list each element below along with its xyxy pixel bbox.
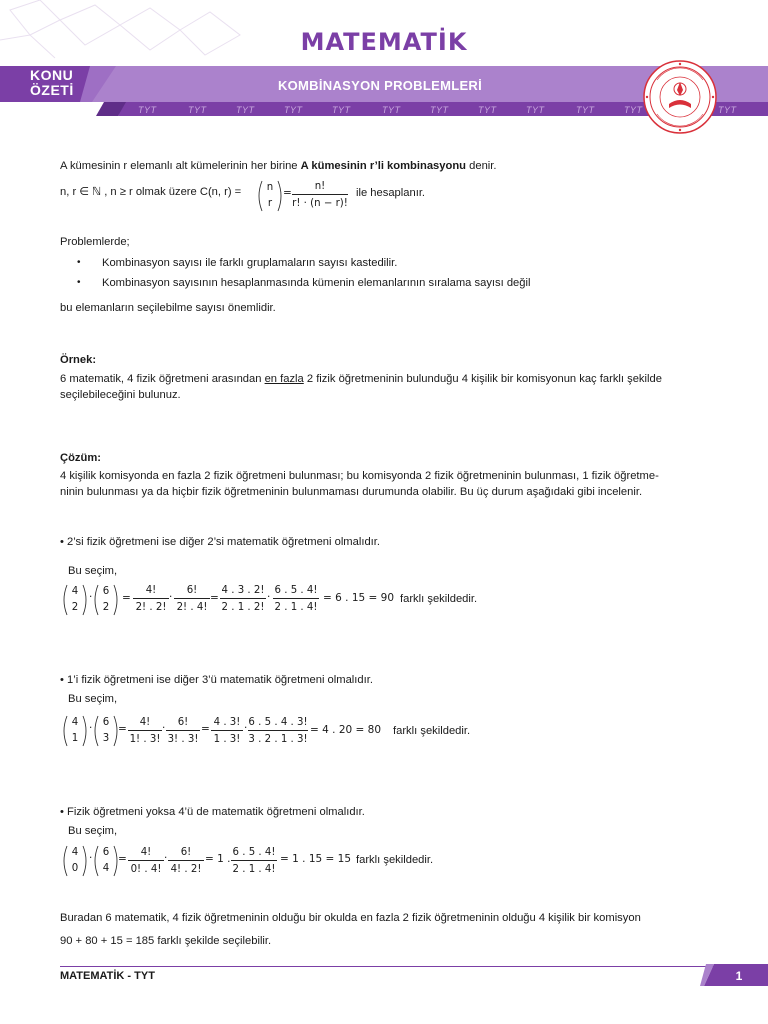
conclusion-line-2: 90 + 80 + 15 = 185 farklı şekilde seçilebilir. — [60, 935, 272, 947]
binomial-bottom: 1 — [71, 733, 79, 744]
definition-term: A kümesinin r’li kombinasyonu — [300, 160, 467, 172]
subject-title: MATEMATİK — [300, 28, 468, 56]
binomial-top: 4 — [71, 847, 79, 858]
binomial-bottom: r — [267, 198, 273, 209]
case-tail: farklı şekildedir. — [356, 854, 434, 866]
fraction — [174, 584, 210, 614]
example-heading — [60, 353, 96, 368]
case-lead: Bu seçim, — [68, 825, 118, 837]
equals-sign: = — [283, 187, 292, 199]
example-text-line-1 — [60, 372, 662, 387]
tyt-watermark: TYT — [624, 105, 643, 115]
page-number: 1 — [735, 969, 743, 983]
fraction — [273, 584, 319, 614]
binomial-top: 4 — [71, 717, 79, 728]
bullet-marker: • — [77, 277, 81, 288]
fraction — [133, 584, 169, 614]
badge-line-2: ÖZETİ — [30, 82, 74, 98]
binomial — [93, 584, 119, 616]
topic-title: KOMBİNASYON PROBLEMLERİ — [277, 78, 483, 93]
tyt-watermark: TYT — [718, 105, 737, 115]
case-result: = 4 . 20 = 80 — [310, 724, 382, 736]
case-result: = 1 . 15 = 15 — [280, 853, 352, 865]
fraction-denominator: r! · (n − r)! — [292, 198, 348, 209]
fraction-numerator: n! — [292, 180, 348, 195]
fraction-denominator: 2! . 2! — [135, 602, 167, 613]
binomial — [62, 845, 88, 877]
fraction — [166, 716, 200, 746]
binomial-top: 6 — [102, 586, 110, 597]
fraction-numerator: 6 . 5 . 4! — [273, 584, 319, 599]
problems-item: Kombinasyon sayısının hesaplanmasında kümenin elemanlarının sıralama sayısı değil — [102, 277, 531, 289]
tyt-watermark: TYT — [576, 105, 595, 115]
binomial-top: 6 — [102, 847, 110, 858]
fraction-numerator: 6! — [168, 846, 204, 861]
tyt-watermark: TYT — [382, 105, 401, 115]
multiply-dot: · — [89, 591, 93, 603]
footer-label: MATEMATİK - TYT — [60, 970, 155, 982]
tyt-watermark: TYT — [526, 105, 545, 115]
tyt-watermark: TYT — [188, 105, 207, 115]
fraction-numerator: 6 . 5 . 4 . 3! — [248, 716, 308, 731]
fraction — [248, 716, 308, 746]
binomial — [93, 715, 119, 747]
tyt-watermark: TYT — [138, 105, 157, 115]
case-result: = 6 . 15 = 90 — [323, 592, 395, 604]
example-text: 6 matematik, 4 fizik öğretmeni arasından — [60, 373, 265, 385]
fraction-denominator: 3 . 2 . 1 . 3! — [248, 734, 308, 745]
fraction — [128, 716, 162, 746]
binomial — [62, 584, 88, 616]
example-heading-text: Örnek: — [60, 354, 97, 366]
fraction-numerator: 6 . 5 . 4! — [231, 846, 277, 861]
binomial-top: n — [266, 182, 274, 193]
case-lead: Bu seçim, — [68, 693, 118, 705]
footer-rule — [60, 966, 720, 967]
multiply-dot: · — [164, 852, 168, 864]
case-title: • 2’si fizik öğretmeni ise diğer 2’si matematik öğretmeni olmalıdır. — [60, 536, 380, 548]
case-tail: farklı şekildedir. — [393, 725, 471, 737]
example-text-rest: 2 fizik öğretmeninin bulunduğu 4 kişilik bir komisyonun kaç farklı şekilde — [303, 373, 662, 385]
fraction-numerator: 4! — [128, 716, 162, 731]
multiply-dot: · — [162, 722, 166, 734]
definition-text-end: denir. — [466, 160, 497, 172]
solution-text-line-1: 4 kişilik komisyonda en fazla 2 fizik öğretmeni bulunması; bu komisyonda 2 fizik öğretmeninin bulunması, 1 fizik öğretme- — [60, 470, 659, 482]
equals-sign: = — [122, 592, 131, 604]
fraction — [168, 846, 204, 876]
equals-sign: = — [118, 853, 127, 865]
fraction — [220, 584, 266, 614]
fraction — [211, 716, 243, 746]
fraction-denominator: 1! . 3! — [129, 734, 161, 745]
fraction-numerator: 4! — [128, 846, 164, 861]
binomial-bottom: 0 — [71, 863, 79, 874]
combination-formula-fraction — [292, 180, 348, 210]
fraction — [128, 846, 164, 876]
bullet-marker: • — [77, 257, 81, 268]
tyt-watermark: TYT — [284, 105, 303, 115]
problems-tail: bu elemanların seçilebilme sayısı önemlidir. — [60, 302, 276, 314]
equals-sign: = — [201, 723, 210, 735]
fraction-numerator: 4! — [133, 584, 169, 599]
binomial-bottom: 2 — [102, 602, 110, 613]
binomial-bottom: 3 — [102, 733, 110, 744]
meb-seal-icon — [643, 60, 717, 134]
tyt-watermark: TYT — [430, 105, 449, 115]
multiply-dot: · — [89, 722, 93, 734]
multiply-dot: · — [244, 722, 248, 734]
konu-ozeti-badge — [30, 68, 74, 98]
formula-condition: n, r ∈ ℕ , n ≥ r olmak üzere C(n, r) = — [60, 186, 242, 198]
multiply-dot: · — [267, 591, 271, 603]
example-underlined-text: en fazla — [264, 373, 304, 385]
problems-item: Kombinasyon sayısı ile farklı gruplamaların sayısı kastedilir. — [102, 257, 398, 269]
fraction-numerator: 4 . 3! — [211, 716, 243, 731]
fraction-denominator: 4! . 2! — [170, 864, 202, 875]
multiply-dot: · — [169, 591, 173, 603]
case-title: • 1’i fizik öğretmeni ise diğer 3’ü matematik öğretmeni olmalıdır. — [60, 674, 373, 686]
case-intermediate: = 1 . — [205, 853, 231, 865]
binomial-top: 6 — [102, 717, 110, 728]
solution-heading-text: Çözüm: — [60, 452, 102, 464]
definition-line — [60, 159, 497, 174]
fraction — [231, 846, 277, 876]
fraction-denominator: 2 . 1 . 4! — [274, 602, 318, 613]
fraction-numerator: 6! — [174, 584, 210, 599]
badge-line-1: KONU — [30, 67, 74, 83]
case-tail: farklı şekildedir. — [400, 593, 478, 605]
fraction-denominator: 0! . 4! — [130, 864, 162, 875]
case-lead: Bu seçim, — [68, 565, 118, 577]
tyt-watermark: TYT — [236, 105, 255, 115]
fraction-numerator: 6! — [166, 716, 200, 731]
multiply-dot: · — [89, 852, 93, 864]
definition-text: A kümesinin r elemanlı alt kümelerinin her birine — [60, 160, 301, 172]
tyt-watermark: TYT — [332, 105, 351, 115]
equals-sign: = — [118, 723, 127, 735]
fraction-denominator: 2 . 1 . 4! — [232, 864, 276, 875]
binomial — [93, 845, 119, 877]
fraction-numerator: 4 . 3 . 2! — [220, 584, 266, 599]
problems-heading: Problemlerde; — [60, 236, 130, 248]
tyt-watermark: TYT — [478, 105, 497, 115]
binomial-n-r — [257, 180, 283, 212]
solution-heading — [60, 451, 101, 466]
fraction-denominator: 1 . 3! — [213, 734, 241, 745]
conclusion-line-1: Buradan 6 matematik, 4 fizik öğretmeninin olduğu bir okulda en fazla 2 fizik öğretmeninin olduğu 4 kişilik bir komisyon — [60, 912, 641, 924]
binomial-bottom: 4 — [102, 863, 110, 874]
case-title: • Fizik öğretmeni yoksa 4’ü de matematik öğretmeni olmalıdır. — [60, 806, 365, 818]
example-text-line-2: seçilebileceğini bulunuz. — [60, 389, 181, 401]
binomial-top: 4 — [71, 586, 79, 597]
fraction-denominator: 2! . 4! — [176, 602, 208, 613]
binomial-bottom: 2 — [71, 602, 79, 613]
fraction-denominator: 2 . 1 . 2! — [221, 602, 265, 613]
solution-text-line-2: ninin bulunması ya da hiçbir fizik öğretmeninin bulunmaması durumunda olabilir. Bu üç durum aşağıdaki gibi incelenir. — [60, 486, 643, 498]
binomial — [62, 715, 88, 747]
formula-tail: ile hesaplanır. — [356, 187, 426, 199]
equals-sign: = — [210, 592, 219, 604]
fraction-denominator: 3! . 3! — [167, 734, 199, 745]
